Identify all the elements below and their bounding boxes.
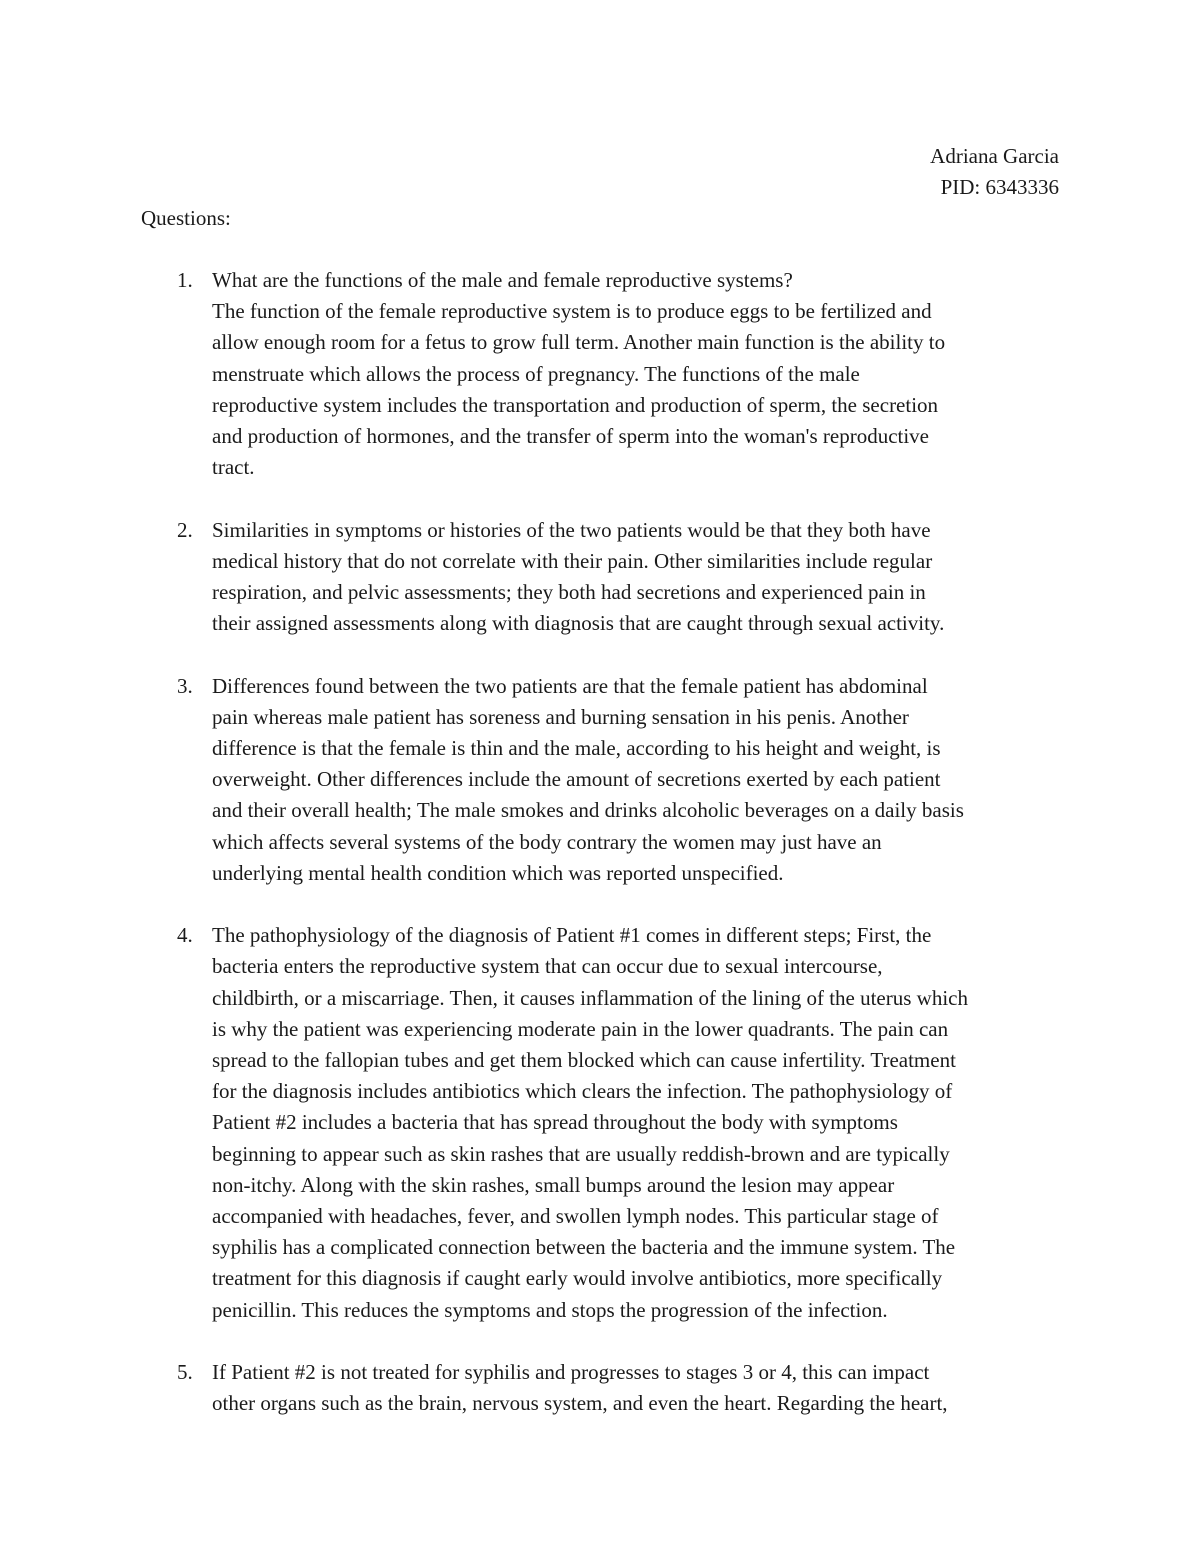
text-line: other organs such as the brain, nervous system, and even the heart. Regarding the heart, (212, 1391, 948, 1416)
question-number: 1. (177, 268, 193, 292)
question-text (212, 1357, 1061, 1419)
text-line: beginning to appear such as skin rashes that are usually reddish-brown and are typically (212, 1141, 950, 1166)
question-number: 3. (177, 673, 193, 698)
text-line: medical history that do not correlate with their pain. Other similarities include regular (212, 548, 933, 573)
question-item (141, 671, 1061, 889)
text-line: If Patient #2 is not treated for syphilis and progresses to stages 3 or 4, this can impact (212, 1360, 930, 1385)
text-line: What are the functions of the male and female reproductive systems? (212, 268, 793, 292)
question-item (141, 920, 1061, 1326)
question-text (212, 265, 1061, 483)
text-line: respiration, and pelvic assessments; they both had secretions and experienced pain in (212, 580, 926, 605)
text-line: penicillin. This reduces the symptoms and stops the progression of the infection. (212, 1297, 888, 1322)
text-line: and their overall health; The male smokes and drinks alcoholic beverages on a daily basis (212, 798, 964, 823)
text-line: non-itchy. Along with the skin rashes, small bumps around the lesion may appear (212, 1172, 895, 1197)
text-line: Patient #2 includes a bacteria that has spread throughout the body with symptoms (212, 1110, 898, 1135)
question-number: 2. (177, 517, 193, 542)
author-name: Adriana Garcia (930, 144, 1059, 168)
questions-list (141, 265, 1061, 1451)
text-line: The pathophysiology of the diagnosis of Patient #1 comes in different steps; First, the (212, 923, 932, 948)
question-number: 4. (177, 923, 193, 948)
text-line: pain whereas male patient has soreness and burning sensation in his penis. Another (212, 704, 909, 729)
text-line: reproductive system includes the transportation and production of sperm, the secretion (212, 392, 939, 417)
text-line: underlying mental health condition which was reported unspecified. (212, 860, 784, 885)
text-line: which affects several systems of the body contrary the women may just have an (212, 829, 882, 854)
text-line: their assigned assessments along with diagnosis that are caught through sexual activity. (212, 611, 945, 636)
text-line: menstruate which allows the process of pregnancy. The functions of the male (212, 361, 860, 386)
question-item (141, 515, 1061, 640)
author-pid: PID: 6343336 (940, 175, 1059, 200)
text-line: childbirth, or a miscarriage. Then, it causes inflammation of the lining of the uterus which (212, 985, 968, 1010)
text-line: is why the patient was experiencing moderate pain in the lower quadrants. The pain can (212, 1016, 949, 1041)
question-text (212, 671, 1061, 889)
text-line: overweight. Other differences include the amount of secretions exerted by each patient (212, 767, 941, 792)
text-line: difference is that the female is thin and the male, according to his height and weight, is (212, 736, 941, 761)
text-line: spread to the fallopian tubes and get them blocked which can cause infertility. Treatment (212, 1048, 956, 1073)
text-line: and production of hormones, and the transfer of sperm into the woman's reproductive (212, 424, 930, 449)
author-header (930, 141, 1059, 203)
question-number: 5. (177, 1360, 193, 1385)
question-item (141, 265, 1061, 483)
question-text (212, 920, 1061, 1326)
questions-heading: Questions: (141, 206, 231, 230)
text-line: treatment for this diagnosis if caught early would involve antibiotics, more specifically (212, 1266, 943, 1291)
question-text (212, 515, 1061, 640)
text-line: bacteria enters the reproductive system that can occur due to sexual intercourse, (212, 954, 883, 979)
text-line: accompanied with headaches, fever, and swollen lymph nodes. This particular stage of (212, 1204, 939, 1229)
text-line: Similarities in symptoms or histories of the two patients would be that they both have (212, 517, 931, 542)
text-line: for the diagnosis includes antibiotics which clears the infection. The pathophysiology of (212, 1079, 953, 1104)
text-line: The function of the female reproductive system is to produce eggs to be fertilized and (212, 299, 932, 324)
question-item (141, 1357, 1061, 1419)
text-line: allow enough room for a fetus to grow full term. Another main function is the ability to (212, 330, 946, 355)
text-line: Differences found between the two patients are that the female patient has abdominal (212, 673, 928, 698)
text-line: tract. (212, 455, 255, 480)
text-line: syphilis has a complicated connection between the bacteria and the immune system. The (212, 1235, 956, 1260)
